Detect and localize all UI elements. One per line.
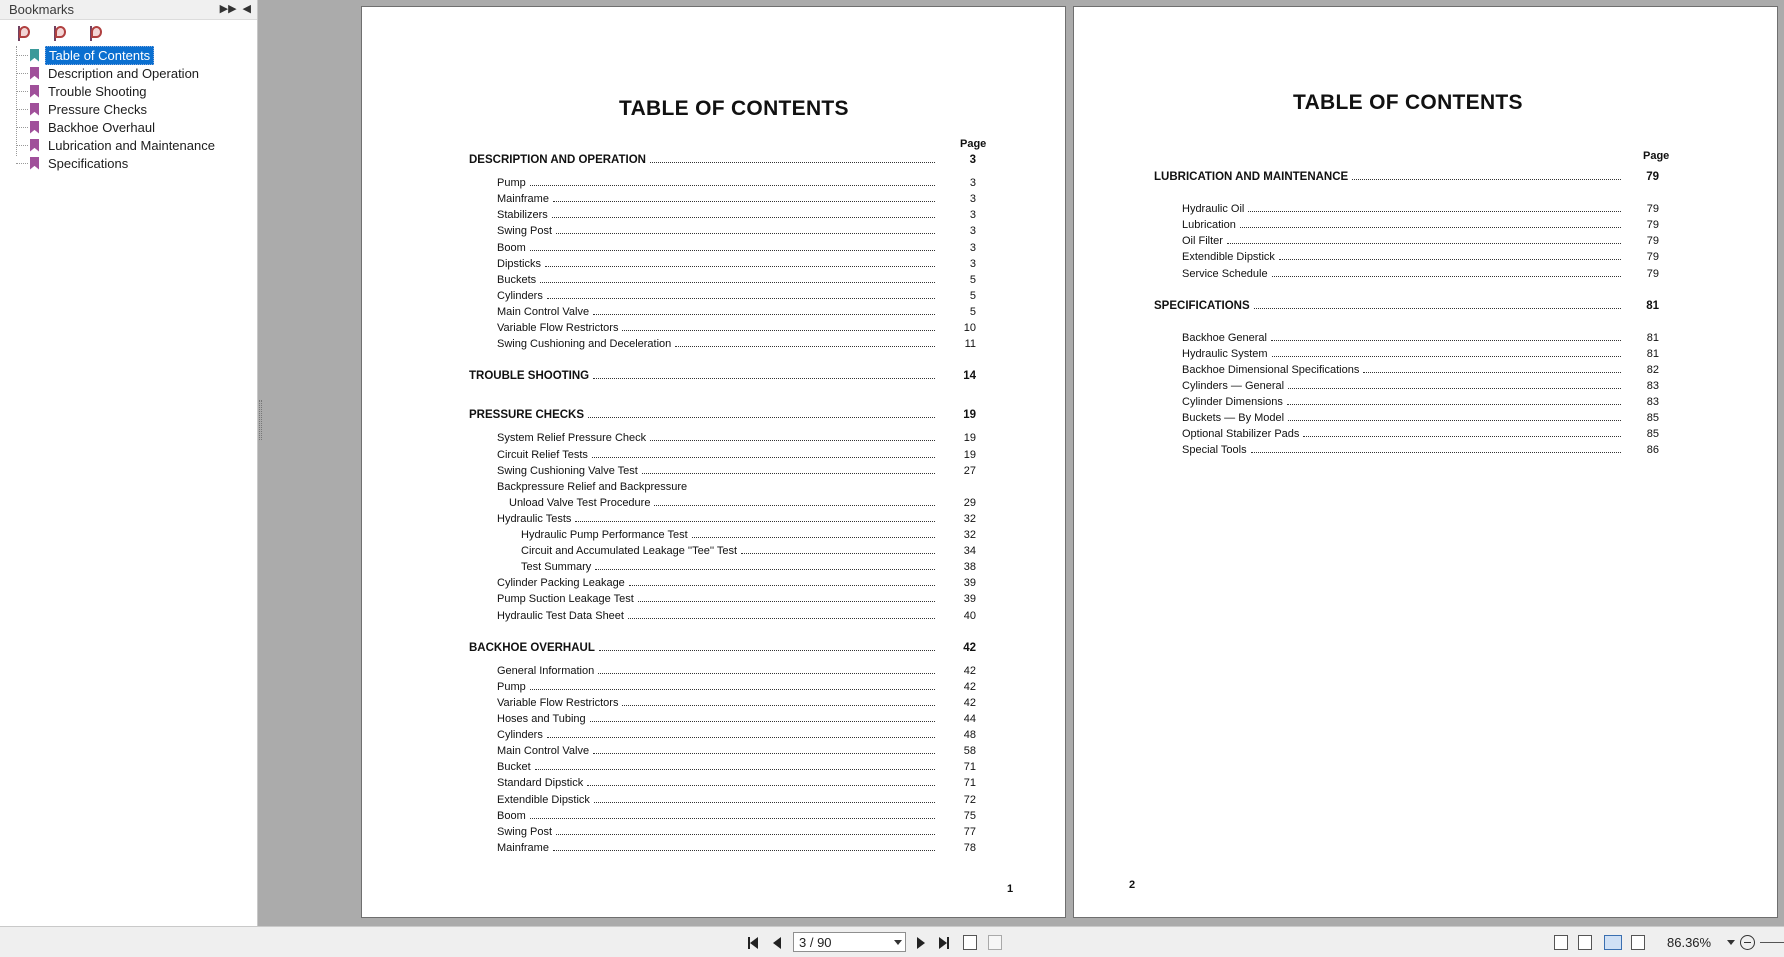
toc-entry-text: Buckets — By Model bbox=[1182, 412, 1285, 425]
toc-page-number: 81 bbox=[1646, 347, 1659, 360]
toc-entry[interactable] bbox=[1182, 396, 1625, 412]
toc-page-number: 79 bbox=[1646, 235, 1659, 248]
toc-page-number: 29 bbox=[963, 496, 976, 509]
toc-entry-text: Backpressure Relief and Backpressure bbox=[497, 480, 688, 493]
toc-page-number: 40 bbox=[963, 609, 976, 622]
bookmark-item[interactable] bbox=[14, 136, 257, 154]
bookmark-label: Lubrication and Maintenance bbox=[48, 137, 215, 153]
bookmark-icon bbox=[30, 85, 39, 98]
toc-entry[interactable] bbox=[497, 193, 939, 209]
toc-entry[interactable] bbox=[521, 561, 939, 577]
toc-entry-text: Buckets bbox=[497, 273, 537, 286]
toc-entry-text: Swing Cushioning Valve Test bbox=[497, 464, 638, 477]
bookmark-icon bbox=[30, 157, 39, 170]
toc-leader bbox=[638, 593, 935, 602]
next-page-button[interactable] bbox=[915, 935, 927, 951]
toc-entry[interactable] bbox=[497, 290, 939, 306]
bookmark-icon bbox=[30, 49, 39, 62]
document-page-1 bbox=[361, 6, 1066, 918]
toc-entry[interactable] bbox=[497, 577, 939, 593]
toc-leader bbox=[595, 561, 935, 570]
toc-entry[interactable] bbox=[497, 794, 939, 810]
toc-entry-text: Pump bbox=[497, 680, 526, 693]
toc-leader bbox=[599, 642, 935, 651]
single-page-view-icon[interactable] bbox=[1554, 935, 1568, 950]
toc-leader bbox=[530, 810, 935, 819]
toc-entry[interactable] bbox=[497, 177, 939, 193]
toc-page-number: 3 bbox=[969, 257, 976, 270]
toc-entry[interactable] bbox=[497, 306, 939, 322]
toc-page-number: 75 bbox=[963, 809, 976, 822]
toc-page-number: 83 bbox=[1646, 380, 1659, 392]
toc-leader bbox=[1288, 380, 1621, 389]
toc-page-number: 44 bbox=[963, 713, 976, 725]
toc-page-number: 79 bbox=[1646, 219, 1659, 232]
toc-page-number: 34 bbox=[963, 545, 976, 558]
toc-leader bbox=[1248, 203, 1621, 212]
bookmark-label: Description and Operation bbox=[48, 65, 200, 81]
toc-page-number: 19 bbox=[963, 432, 976, 445]
toc-leader bbox=[553, 193, 935, 202]
toc-page-number: 58 bbox=[963, 745, 976, 758]
toc-page-number: 48 bbox=[963, 729, 976, 742]
toc-section[interactable] bbox=[469, 154, 939, 170]
toc-page-number: 71 bbox=[963, 761, 976, 774]
toc-leader bbox=[587, 777, 935, 786]
toc-page-number: 81 bbox=[1646, 299, 1659, 312]
toc-page-number: 3 bbox=[969, 225, 976, 238]
toc-entry[interactable] bbox=[497, 761, 939, 777]
continuous-view-icon[interactable] bbox=[1578, 935, 1592, 950]
toc-entry-text: Test Summary bbox=[521, 561, 592, 574]
toc-page-number: 3 bbox=[969, 209, 976, 222]
toc-page-number: 72 bbox=[963, 793, 976, 806]
last-bar-icon bbox=[947, 937, 949, 949]
chevron-down-icon[interactable] bbox=[894, 940, 902, 945]
toc-entry[interactable] bbox=[497, 449, 939, 465]
toc-page-number: 38 bbox=[963, 561, 976, 574]
bookmark-icon bbox=[30, 139, 39, 152]
toc-page-number: 42 bbox=[963, 696, 976, 709]
tree-connector bbox=[16, 163, 28, 164]
toc-entry-text: Main Control Valve bbox=[497, 745, 590, 758]
toc-leader bbox=[593, 745, 935, 754]
toc-page-number: 39 bbox=[963, 577, 976, 590]
toc-page-number: 42 bbox=[963, 641, 976, 654]
toc-leader bbox=[547, 290, 935, 299]
toc-entry-text: LUBRICATION AND MAINTENANCE bbox=[1154, 171, 1349, 183]
toc-entry[interactable] bbox=[497, 810, 939, 826]
toc-leader bbox=[545, 258, 935, 267]
toc-entry[interactable] bbox=[497, 258, 939, 274]
toc-leader bbox=[575, 513, 935, 522]
toc-leader bbox=[650, 154, 935, 163]
toc-page-number: 85 bbox=[1646, 412, 1659, 425]
toc-entry[interactable] bbox=[497, 225, 939, 241]
tree-connector bbox=[16, 109, 28, 110]
toc-page-number: 71 bbox=[963, 777, 976, 790]
new-bookmark-icon[interactable] bbox=[52, 24, 70, 42]
toc-entry-text: Hydraulic Pump Performance Test bbox=[521, 529, 688, 541]
toc-entry-text: Cylinders — General bbox=[1182, 380, 1285, 392]
toc-entry-text: Swing Post bbox=[497, 225, 553, 238]
toc-leader bbox=[556, 225, 935, 234]
toc-leader bbox=[1254, 300, 1621, 309]
toc-leader bbox=[540, 274, 935, 283]
toc-entry-text: Mainframe bbox=[497, 841, 549, 854]
toc-leader bbox=[1287, 396, 1621, 405]
tree-connector bbox=[16, 73, 28, 74]
bookmark-label: Backhoe Overhaul bbox=[48, 119, 155, 135]
toc-page-number: 3 bbox=[969, 154, 976, 166]
document-page-2 bbox=[1073, 6, 1778, 918]
toc-leader bbox=[588, 409, 935, 418]
toc-entry[interactable] bbox=[1182, 348, 1625, 364]
page1-page-number: 1 bbox=[1007, 883, 1014, 895]
toc-section[interactable] bbox=[1154, 300, 1625, 316]
toc-page-number: 11 bbox=[964, 338, 976, 351]
toc-entry-text: TROUBLE SHOOTING bbox=[469, 370, 590, 383]
toc-entry-text: Cylinders bbox=[497, 729, 543, 742]
toc-leader bbox=[1272, 268, 1621, 277]
toc-entry[interactable] bbox=[1182, 219, 1625, 235]
toc-entry[interactable] bbox=[497, 274, 939, 290]
bookmark-icon bbox=[30, 103, 39, 116]
page2-title: TABLE OF CONTENTS bbox=[1293, 91, 1523, 114]
toc-leader bbox=[530, 242, 935, 251]
tree-connector bbox=[16, 91, 28, 92]
toc-section[interactable] bbox=[469, 642, 939, 658]
bookmark-item[interactable] bbox=[14, 154, 257, 172]
navigation-toolbar bbox=[0, 926, 1784, 957]
toc-page-number: 83 bbox=[1646, 396, 1659, 409]
first-page-button[interactable] bbox=[745, 935, 761, 951]
bookmark-tree bbox=[0, 46, 257, 172]
toc-page-number: 85 bbox=[1646, 428, 1659, 441]
toc-section[interactable] bbox=[469, 409, 939, 425]
go-forward-view-icon[interactable] bbox=[988, 935, 1002, 950]
toc-leader bbox=[592, 449, 935, 458]
toc-leader bbox=[1272, 348, 1621, 357]
toc-page-number: 3 bbox=[969, 241, 976, 254]
toc-leader bbox=[1363, 364, 1621, 373]
toc-entry[interactable] bbox=[497, 610, 939, 626]
toc-entry[interactable] bbox=[497, 713, 939, 729]
zoom-slider[interactable] bbox=[1760, 942, 1784, 943]
toc-section[interactable] bbox=[1154, 171, 1625, 187]
zoom-dropdown-icon[interactable] bbox=[1727, 940, 1735, 945]
toc-page-number: 27 bbox=[963, 464, 976, 477]
toc-entry[interactable] bbox=[497, 432, 939, 448]
toc-entry-text: Pump Suction Leakage Test bbox=[497, 593, 634, 606]
toc-entry-text: Bucket bbox=[497, 761, 531, 774]
page2-page-number: 2 bbox=[1129, 879, 1136, 891]
page-number-field[interactable] bbox=[793, 932, 906, 952]
toc-leader bbox=[1271, 332, 1621, 341]
toc-entry-text: Unload Valve Test Procedure bbox=[509, 496, 651, 509]
toc-entry-text: Service Schedule bbox=[1182, 267, 1268, 280]
toc-entry[interactable] bbox=[1182, 412, 1625, 428]
bookmarks-panel bbox=[0, 0, 258, 926]
toc-page-number: 10 bbox=[963, 322, 976, 334]
toc-entry-text: Hydraulic Tests bbox=[497, 512, 572, 525]
toc-leader bbox=[642, 465, 935, 474]
toc-leader bbox=[1240, 219, 1621, 228]
toc-leader bbox=[1251, 444, 1621, 453]
toc-entry-text: Hydraulic Oil bbox=[1182, 203, 1245, 216]
toc-entry-text: Hydraulic System bbox=[1182, 347, 1268, 360]
toc-entry[interactable] bbox=[1182, 235, 1625, 251]
toc-page-number: 42 bbox=[963, 680, 976, 693]
toc-entry[interactable] bbox=[497, 513, 939, 529]
toc-leader bbox=[622, 322, 935, 331]
toc-entry[interactable] bbox=[1182, 380, 1625, 396]
toc-leader bbox=[552, 209, 935, 218]
toc-entry[interactable] bbox=[1182, 268, 1625, 284]
toc-entry[interactable] bbox=[1182, 332, 1625, 348]
toc-page-number: 79 bbox=[1646, 171, 1659, 183]
previous-arrow-icon bbox=[773, 937, 781, 949]
toc-entry-text: Cylinder Dimensions bbox=[1182, 396, 1283, 409]
toc-page-number: 78 bbox=[963, 841, 976, 854]
last-page-button[interactable] bbox=[936, 935, 952, 951]
tree-connector bbox=[16, 55, 28, 56]
toc-entry[interactable] bbox=[1182, 444, 1625, 460]
toc-page-number: 86 bbox=[1646, 444, 1659, 457]
toc-entry[interactable] bbox=[497, 209, 939, 225]
toc-leader bbox=[1303, 428, 1621, 437]
bookmark-label: Pressure Checks bbox=[48, 101, 147, 117]
toc-page-number: 79 bbox=[1646, 251, 1659, 264]
toc-entry-text: Backhoe General bbox=[1182, 331, 1267, 344]
toc-page-number: 3 bbox=[969, 177, 976, 190]
toc-entry[interactable] bbox=[497, 729, 939, 745]
toc-entry-text: Cylinders bbox=[497, 289, 543, 302]
toc-page-number: 19 bbox=[963, 409, 976, 422]
toc-entry-text: General Information bbox=[497, 664, 595, 677]
toc-leader bbox=[590, 713, 935, 722]
tree-connector bbox=[16, 127, 28, 128]
bookmark-label: Table of Contents bbox=[45, 46, 154, 65]
toc-page-number: 5 bbox=[969, 273, 976, 286]
toc-entry-text: Extendible Dipstick bbox=[497, 793, 590, 806]
toc-entry-text: Circuit and Accumulated Leakage ''Tee'' Test bbox=[521, 545, 738, 558]
toc-leader bbox=[1288, 412, 1621, 421]
toc-leader bbox=[654, 497, 935, 506]
toc-entry[interactable] bbox=[497, 826, 939, 842]
toc-entry-text: Backhoe Dimensional Specifications bbox=[1182, 363, 1360, 376]
toc-entry-text: Swing Cushioning and Deceleration bbox=[497, 338, 672, 351]
toc-entry-text: Oil Filter bbox=[1182, 235, 1223, 248]
toc-page-number: 82 bbox=[1646, 363, 1659, 376]
toc-entry-text: Stabilizers bbox=[497, 209, 548, 222]
toc-entry[interactable] bbox=[497, 842, 939, 858]
bookmark-label: Specifications bbox=[48, 155, 129, 171]
toc-leader bbox=[1279, 251, 1621, 260]
toc-entry-text: Variable Flow Restrictors bbox=[497, 322, 619, 334]
facing-pages-view-icon[interactable] bbox=[1604, 935, 1622, 950]
toc-entry[interactable] bbox=[1182, 251, 1625, 267]
previous-page-button[interactable] bbox=[771, 935, 783, 951]
toc-entry-text: BACKHOE OVERHAUL bbox=[469, 641, 595, 654]
toc-leader bbox=[1352, 171, 1621, 180]
toc-entry[interactable] bbox=[509, 497, 939, 513]
delete-bookmark-icon[interactable] bbox=[16, 24, 34, 42]
toc-page-number: 42 bbox=[963, 664, 976, 677]
toc-page-number: 32 bbox=[963, 512, 976, 525]
toc-page-number: 79 bbox=[1646, 267, 1659, 280]
toc-leader bbox=[675, 338, 935, 347]
next-arrow-icon bbox=[917, 937, 925, 949]
toc-entry[interactable] bbox=[497, 338, 939, 354]
bookmark-item[interactable] bbox=[14, 118, 257, 136]
toc-page-number: 19 bbox=[963, 448, 976, 461]
bookmark-icon bbox=[30, 67, 39, 80]
toc-entry[interactable] bbox=[1182, 364, 1625, 380]
bookmark-label: Trouble Shooting bbox=[48, 83, 147, 99]
page1-page-header: Page bbox=[960, 138, 987, 150]
toc-entry-text: Standard Dipstick bbox=[497, 777, 584, 790]
bookmarks-title: Bookmarks bbox=[9, 2, 75, 17]
toc-leader bbox=[594, 794, 935, 803]
toc-leader bbox=[741, 545, 935, 554]
toc-entry-text: Optional Stabilizer Pads bbox=[1182, 428, 1300, 441]
toc-entry[interactable] bbox=[497, 481, 939, 497]
continuous-facing-view-icon[interactable] bbox=[1631, 935, 1645, 950]
first-arrow-icon bbox=[750, 937, 758, 949]
toc-leader bbox=[629, 577, 935, 586]
toc-entry-text: Hoses and Tubing bbox=[497, 713, 586, 725]
toc-page-number: 14 bbox=[963, 370, 976, 383]
toc-entry-text: Lubrication bbox=[1182, 219, 1236, 232]
toc-leader bbox=[593, 306, 935, 315]
toc-leader bbox=[650, 432, 935, 441]
toc-entry-text: DESCRIPTION AND OPERATION bbox=[469, 154, 646, 166]
toc-entry-text: System Relief Pressure Check bbox=[497, 432, 647, 445]
toc-entry[interactable] bbox=[521, 545, 939, 561]
toc-leader bbox=[553, 842, 935, 851]
toc-entry-text: Variable Flow Restrictors bbox=[497, 696, 619, 709]
toc-entry-text: Dipsticks bbox=[497, 257, 542, 270]
bookmark-item[interactable] bbox=[14, 82, 257, 100]
toc-entry-text: Pump bbox=[497, 177, 526, 190]
toc-page-number: 32 bbox=[963, 529, 976, 541]
bookmark-item[interactable] bbox=[14, 100, 257, 118]
find-bookmark-icon[interactable] bbox=[88, 24, 106, 42]
tree-connector bbox=[16, 145, 28, 146]
zoom-level[interactable]: 86.36% bbox=[1667, 935, 1712, 950]
toc-page-number: 39 bbox=[963, 593, 976, 606]
toc-entry[interactable] bbox=[497, 465, 939, 481]
toc-entry-text: SPECIFICATIONS bbox=[1154, 299, 1250, 312]
toc-page-number: 3 bbox=[969, 193, 976, 206]
toc-entry[interactable] bbox=[497, 665, 939, 681]
toc-entry-text: Hydraulic Test Data Sheet bbox=[497, 609, 624, 622]
toc-leader bbox=[692, 529, 935, 538]
toc-entry[interactable] bbox=[521, 529, 939, 545]
toc-leader bbox=[530, 681, 935, 690]
toc-leader bbox=[622, 697, 935, 706]
toc-entry-text: Boom bbox=[497, 809, 526, 822]
toc-entry[interactable] bbox=[497, 322, 939, 338]
expand-panel-icon[interactable]: ▶▶ bbox=[219, 3, 237, 15]
toc-leader bbox=[535, 761, 935, 770]
go-back-view-icon[interactable] bbox=[963, 935, 977, 950]
toc-entry-text: PRESSURE CHECKS bbox=[469, 409, 585, 422]
toc-leader bbox=[593, 370, 935, 379]
page2-page-header: Page bbox=[1643, 150, 1670, 162]
toc-entry[interactable] bbox=[1182, 203, 1625, 219]
toc-entry-text: Extendible Dipstick bbox=[1182, 251, 1275, 264]
toc-entry-text: Circuit Relief Tests bbox=[497, 448, 588, 461]
toc-leader bbox=[547, 729, 935, 738]
toc-entry-text: Boom bbox=[497, 241, 526, 254]
toc-leader bbox=[530, 177, 935, 186]
bookmarks-header bbox=[0, 0, 257, 20]
toc-entry[interactable] bbox=[1182, 428, 1625, 444]
toc-entry[interactable] bbox=[497, 697, 939, 713]
toc-page-number: 79 bbox=[1646, 203, 1659, 216]
toc-entry-text: Special Tools bbox=[1182, 444, 1247, 457]
toc-section[interactable] bbox=[469, 370, 939, 386]
bookmark-item[interactable] bbox=[14, 64, 257, 82]
toc-leader bbox=[556, 826, 935, 835]
toc-page-number: 81 bbox=[1646, 331, 1659, 344]
toc-entry-text: Mainframe bbox=[497, 193, 549, 206]
toc-page-number: 77 bbox=[963, 825, 976, 838]
toc-entry[interactable] bbox=[497, 681, 939, 697]
toc-entry[interactable] bbox=[497, 242, 939, 258]
bookmark-item[interactable] bbox=[14, 46, 257, 64]
zoom-out-icon[interactable] bbox=[1740, 935, 1755, 950]
page1-title: TABLE OF CONTENTS bbox=[619, 97, 849, 120]
collapse-panel-icon[interactable]: ◀ bbox=[242, 3, 251, 15]
last-arrow-icon bbox=[939, 937, 947, 949]
bookmark-tools bbox=[0, 20, 257, 46]
toc-leader bbox=[598, 665, 935, 674]
toc-page-number: 5 bbox=[969, 305, 976, 318]
toc-entry-text: Main Control Valve bbox=[497, 305, 590, 318]
bookmark-icon bbox=[30, 121, 39, 134]
toc-entry-text: Cylinder Packing Leakage bbox=[497, 577, 625, 590]
page-indicator: 3 / 90 bbox=[799, 934, 832, 950]
toc-leader bbox=[628, 610, 935, 619]
toc-leader bbox=[1227, 235, 1621, 244]
toc-entry[interactable] bbox=[497, 777, 939, 793]
toc-entry-text: Swing Post bbox=[497, 825, 553, 838]
panel-splitter[interactable] bbox=[259, 400, 262, 440]
toc-entry[interactable] bbox=[497, 593, 939, 609]
toc-entry[interactable] bbox=[497, 745, 939, 761]
toc-page-number: 5 bbox=[969, 289, 976, 302]
